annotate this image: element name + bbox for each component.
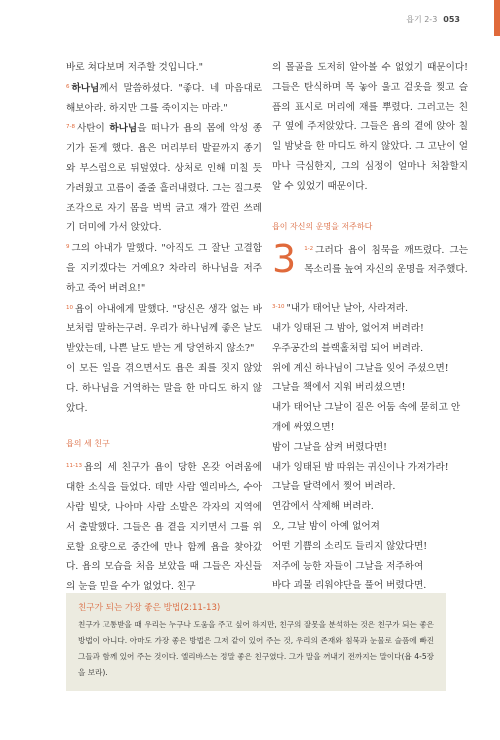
poem-line: 바다 괴물 리워야단을 풀어 버렸다면. [272, 580, 427, 592]
poem [272, 298, 468, 596]
verse-number: 11-13 [66, 463, 82, 470]
poem-line: 위에 계신 하나님이 그날을 잊어 주셨으면! [272, 362, 449, 374]
poem-line: 그날을 달력에서 찢어 버려라. [272, 481, 396, 493]
poem-line: 개에 싸였으면! [272, 421, 335, 433]
paragraph: $^{11-13}$ 욥의 세 친구가 욥이 당한 온갖 어려움에 대한 소식을 들었다. 데만 사람 엘리바스, 수아 사람 빌닷, 나아마 사람 소발은 각자의 지역에서 출발했다. 그들은 욥 곁을 지키면서 그를 위로할 요량으로 중간에 만나 함께 욥을 찾아갔다. 욥의 모습을 처음 보았을 때 그들은 자신들의 눈을 믿을 수가 없었다. 친구 [66, 462, 262, 593]
poem-line: 우주공간의 블랙홀처럼 되어 버려라. [272, 342, 424, 354]
poem-line: 내가 잉태된 밤 따위는 귀신이나 가져가라! [272, 461, 449, 473]
paragraph: $^6$ 하나님께서 말씀하셨다. "좋다. 네 마음대로 해보아라. 하지만 그를 죽이지는 마라." [66, 82, 262, 114]
section-heading: 욥이 자신의 운명을 저주하다 [272, 221, 373, 231]
page-number: 053 [443, 15, 460, 24]
paragraph: $^{10}$ 욥이 아내에게 말했다. "당신은 생각 없는 바보처럼 말하는구려. 우리가 하나님께 좋은 날도 받았는데, 나쁜 날도 받는 게 당연하지 않소?" [66, 303, 262, 355]
left-column [66, 58, 262, 597]
running-header-book: 욥기 2-3 [406, 15, 438, 24]
paragraph: $^9$ 그의 아내가 말했다. "아직도 그 잘난 고결함을 지키겠다는 거예요? 차라리 하나님을 저주하고 죽어 버려요!" [66, 243, 262, 294]
poem-line: $^{3-10}$ "내가 태어난 날아, 사라져라. [272, 303, 409, 315]
chapter-tab-marker [494, 0, 500, 36]
right-column [272, 58, 468, 596]
poem-line: 그날을 책에서 지워 버리셨으면! [272, 382, 406, 394]
poem-line: 내가 태어난 그날이 짙은 어둠 속에 묻히고 안 [272, 402, 461, 414]
paragraph: 바로 쳐다보며 저주할 것입니다." [66, 62, 204, 73]
verse-number: 9 [66, 244, 70, 251]
running-header [406, 14, 460, 25]
verse-number: 10 [66, 304, 73, 311]
poem-line: 저주에 능한 자들이 그날을 저주하여 [272, 560, 424, 572]
verse-number: 6 [66, 83, 70, 90]
paragraph: 이 모든 일을 겪으면서도 욥은 죄를 짓지 않았다. 하나님을 거역하는 말을 한 마디도 하지 않았다. [66, 362, 262, 414]
sidebar-note-text: 친구가 고통받을 때 우리는 누구나 도움을 주고 싶어 하지만, 친구의 잘못을 분석하는 것은 친구가 되는 좋은 방법이 아니다. 아마도 가장 좋은 방법은 그저 같이 있어 주는 것, 우리의 존재와 침묵과 눈물로 슬픔에 빠진 그들과 함께 있어 주는 것이다. 엘리바스는 정말 좋은 친구였다. 그가 말을 꺼내기 전까지는 말이다(욥 4-5장을 보라). [78, 620, 434, 677]
poem-line: 연감에서 삭제해 버려라. [272, 501, 374, 513]
paragraph: $^{7-8}$ 사탄이 하나님을 떠나가 욥의 몸에 악성 종기가 돋게 했다. 욥은 머리부터 발끝까지 종기와 부스럼으로 뒤덮였다. 상처로 인해 미칠 듯 가려웠고 고름이 줄줄 흘러내렸다. 그는 질그릇 조각으로 자기 몸을 벅벅 긁고 재가 깔린 쓰레기 더미에 가서 앉았다. [66, 123, 262, 234]
sidebar-note-title: 친구가 되는 가장 좋은 방법(2:11-13) [78, 603, 221, 613]
paragraph: 의 몰골을 도저히 알아볼 수 없었기 때문이다! 그들은 탄식하며 목 놓아 울고 겉옷을 찢고 슬픔의 표시로 머리에 재를 뿌렸다. 그러고는 친구 옆에 주저앉았다. 그들은 욥의 곁에 앉아 칠 일 밤낮을 한 마디도 하지 않았다. 그 고난이 얼마나 극심한지, 그의 심정이 얼마나 처참할지 알 수 있었기 때문이다. [272, 62, 468, 192]
paragraph: $^{1-2}$ 그러다 욥이 침묵을 깨뜨렸다. 그는 목소리를 높여 자신의 운명을 저주했다. [304, 244, 468, 276]
verse-number: 1-2 [304, 245, 314, 252]
chapter-opening [272, 236, 468, 281]
verse-number: 7-8 [66, 124, 75, 131]
section-heading: 욥의 세 친구 [66, 439, 110, 449]
verse-number: 3-10 [272, 304, 285, 311]
poem-line: 어떤 기쁨의 소리도 들리지 않았다면! [272, 540, 428, 552]
chapter-number: 3 [272, 236, 297, 281]
poem-line: 밤이 그날을 삼켜 버렸다면! [272, 441, 387, 453]
poem-line: 오, 그날 밤이 아예 없어져 [272, 520, 380, 532]
sidebar-note-box [66, 593, 446, 691]
poem-line: 내가 잉태된 그 밤아, 없어져 버려라! [272, 322, 424, 334]
